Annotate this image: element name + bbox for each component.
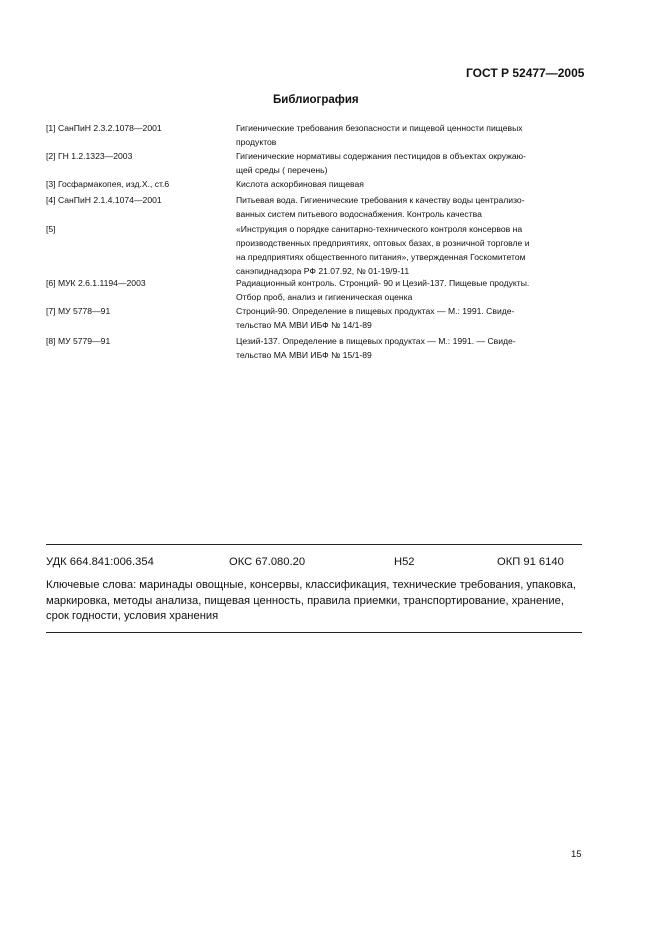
- bib-line: Кислота аскорбиновая пищевая: [236, 179, 364, 189]
- bib-ref-6: [6] МУК 2.6.1.1194—2003: [46, 278, 146, 288]
- bib-entry-1: [236, 121, 581, 149]
- bib-line: Отбор проб, анализ и гигиеническая оценка: [236, 292, 413, 302]
- bib-entry-3: [236, 177, 581, 191]
- bibliography-title: Библиография: [273, 94, 359, 106]
- okp-code: ОКП 91 6140: [497, 556, 564, 568]
- bib-ref-3: [3] Госфармакопея, изд.Х., ст.6: [46, 179, 170, 189]
- bib-line: тельство МА МВИ ИБФ № 14/1-89: [236, 320, 372, 330]
- bib-line: продуктов: [236, 137, 277, 147]
- bib-line: ванных систем питьевого водоснабжения. Контроль качества: [236, 209, 482, 219]
- bib-ref-1: [1] СанПиН 2.3.2.1078—2001: [46, 123, 162, 133]
- udk-code: УДК 664.841:006.354: [46, 556, 154, 568]
- bib-line: на предприятиях общественного питания», утвержденная Госкомитетом: [236, 252, 526, 262]
- bib-line: Цезий-137. Определение в пищевых продуктах — М.: 1991. — Свиде-: [236, 336, 516, 346]
- bib-line: тельство МА МВИ ИБФ № 15/1-89: [236, 350, 372, 360]
- bib-entry-4: [236, 193, 581, 221]
- bib-line: санэпиднадзора РФ 21.07.92, № 01-19/9-11: [236, 266, 410, 276]
- bib-entry-8: [236, 334, 581, 362]
- group-code: Н52: [394, 556, 415, 568]
- page-number: 15: [571, 849, 582, 860]
- bib-ref-4: [4] СанПиН 2.1.4.1074—2001: [46, 195, 162, 205]
- bib-line: Питьевая вода. Гигиенические требования к качеству воды централизо-: [236, 195, 525, 205]
- bib-line: Радиационный контроль. Стронций- 90 и Цезий-137. Пищевые продукты.: [236, 278, 530, 288]
- bib-ref-8: [8] МУ 5779—91: [46, 336, 111, 346]
- top-divider: [46, 544, 582, 545]
- oks-code: ОКС 67.080.20: [229, 556, 306, 568]
- bib-ref-2: [2] ГН 1.2.1323—2003: [46, 151, 133, 161]
- keywords-line: Ключевые слова: маринады овощные, консервы, классификация, технические требования, упаковка,: [46, 579, 576, 591]
- bib-line: щей среды ( перечень): [236, 165, 328, 175]
- bib-entry-2: [236, 149, 581, 177]
- keywords: [46, 578, 582, 625]
- bib-line: Гигиенические требования безопасности и пищевой ценности пищевых: [236, 123, 523, 133]
- bib-entry-6: [236, 276, 581, 304]
- bib-line: «Инструкция о порядке санитарно-технического контроля консервов на: [236, 224, 523, 234]
- bib-line: Гигиенические нормативы содержания пестицидов в объектах окружаю-: [236, 151, 526, 161]
- bib-ref-7: [7] МУ 5778—91: [46, 306, 111, 316]
- keywords-line: маркировка, методы анализа, пищевая ценность, правила приемки, транспортирование, хранение,: [46, 594, 564, 607]
- bib-entry-5: [236, 222, 581, 278]
- document-header: ГОСТ Р 52477—2005: [466, 66, 585, 80]
- bib-line: Стронций-90. Определение в пищевых продуктах — М.: 1991. Свиде-: [236, 306, 515, 316]
- bib-entry-7: [236, 304, 581, 332]
- bib-line: производственных предприятиях, оптовых базах, в розничной торговле и: [236, 238, 530, 248]
- keywords-line: срок годности, условия хранения: [46, 610, 219, 622]
- bibliography-list: [0, 0, 661, 420]
- bottom-divider: [46, 632, 582, 633]
- bib-ref-5: [5]: [46, 224, 56, 234]
